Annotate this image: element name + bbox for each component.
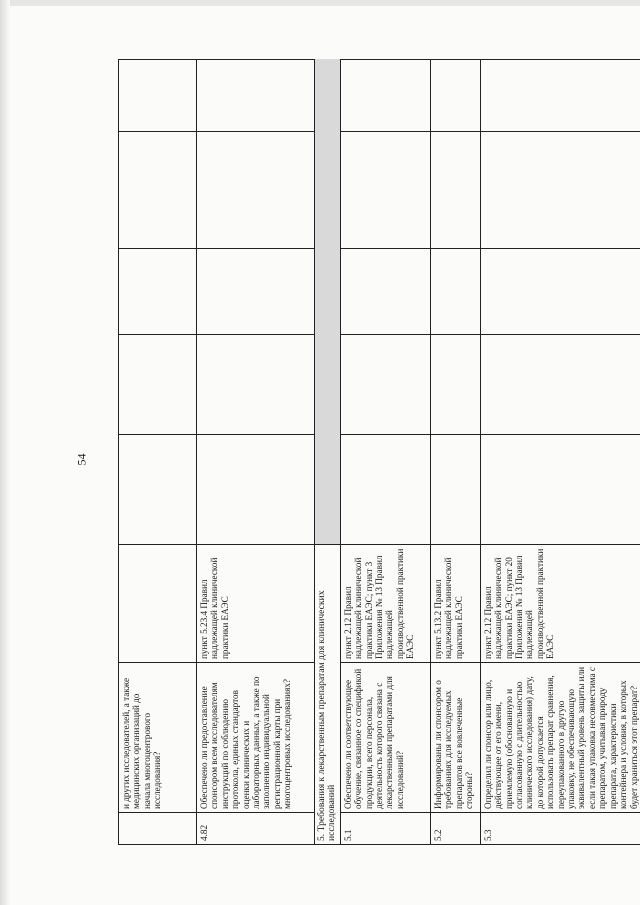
- empty-cell: [430, 60, 480, 132]
- page-number: 54: [74, 453, 89, 466]
- scan-edge-left: [0, 0, 10, 905]
- row-number: [119, 813, 197, 845]
- row-reference: пункт 2.12 Правил надлежащей клинической практики ЕАЭС; пункт 3 Приложения № 13 Правил надлежащей производственной практики ЕАЭС: [340, 545, 430, 663]
- row-number: 5.3: [480, 813, 640, 845]
- empty-cell: [119, 249, 197, 335]
- rotated-table-container: [88, 60, 639, 845]
- table-row: [430, 60, 480, 845]
- empty-cell: [340, 435, 430, 545]
- table-row: [197, 60, 315, 845]
- row-reference: пункт 5.13.2 Правил надлежащей клинической практики ЕАЭС: [430, 545, 480, 663]
- empty-cell: [119, 60, 197, 132]
- empty-cell: [480, 435, 640, 545]
- empty-cell: [197, 132, 315, 249]
- table-row: [480, 60, 640, 845]
- empty-cell: [340, 132, 430, 249]
- empty-cell: [197, 435, 315, 545]
- empty-cell: [197, 335, 315, 435]
- empty-cell: [480, 132, 640, 249]
- section-title: 5. Требования к лекарственным препаратам для клинических исследований: [315, 545, 341, 845]
- empty-cell: [340, 60, 430, 132]
- checklist-table: [118, 59, 640, 845]
- empty-cell: [430, 132, 480, 249]
- scan-edge-top: [0, 0, 640, 6]
- empty-cell: [430, 249, 480, 335]
- empty-cell: [119, 335, 197, 435]
- empty-cell: [480, 60, 640, 132]
- row-number: 4.82: [197, 813, 315, 845]
- empty-cell: [197, 249, 315, 335]
- table-row: [340, 60, 430, 845]
- empty-cell: [430, 435, 480, 545]
- row-question: Определил ли спонсор или лицо, действующее от его имени, приемлемую (обоснованную и согласованную с длительностью клинического исследования) дату, до которой допускается использовать препарат сравнения, переупакованного в другую упаковку, не обеспечивающую эквивалентный уровень защиты или если такая упаковка несовместима с препаратом, учитывая природу препарата, характеристики контейнера и условия, в которых будет храниться этот препарат?: [480, 663, 640, 813]
- empty-cell: [480, 335, 640, 435]
- row-reference: [119, 545, 197, 663]
- row-question: Обеспечено ли соответствующее обучение, связанное со спецификой продукции, всего персонала, деятельность которого связана с лекарственными препаратами для исследований?: [340, 663, 430, 813]
- empty-cell: [119, 132, 197, 249]
- row-question: Обеспечено ли предоставление спонсором всем исследователям инструкций по соблюдению протокола, единых стандартов оценки клинических и лабораторных данных, а также по заполнению индивидуальной регистрационной карты при многоцентровых исследованиях?: [197, 663, 315, 813]
- row-reference: пункт 5.23.4 Правил надлежащей клинической практики ЕАЭС: [197, 545, 315, 663]
- row-question: Информированы ли спонсором о требованиях для исследуемых препаратов все вовлеченные стороны?: [430, 663, 480, 813]
- row-question: и других исследователей, а также медицинских организаций до начала многоцентрового исследования?: [119, 663, 197, 813]
- empty-cell: [480, 249, 640, 335]
- empty-cell: [340, 335, 430, 435]
- empty-cell: [430, 335, 480, 435]
- row-reference: пункт 2.12 Правил надлежащей клинической практики ЕАЭС; пункт 20 Приложения № 13 Правил надлежащей производственной практики ЕАЭС: [480, 545, 640, 663]
- empty-cell: [119, 435, 197, 545]
- empty-cell: [340, 249, 430, 335]
- empty-cell: [197, 60, 315, 132]
- row-number: 5.1: [340, 813, 430, 845]
- row-number: 5.2: [430, 813, 480, 845]
- section-row: [315, 60, 341, 845]
- table-row: [119, 60, 197, 845]
- section-band: [315, 60, 341, 545]
